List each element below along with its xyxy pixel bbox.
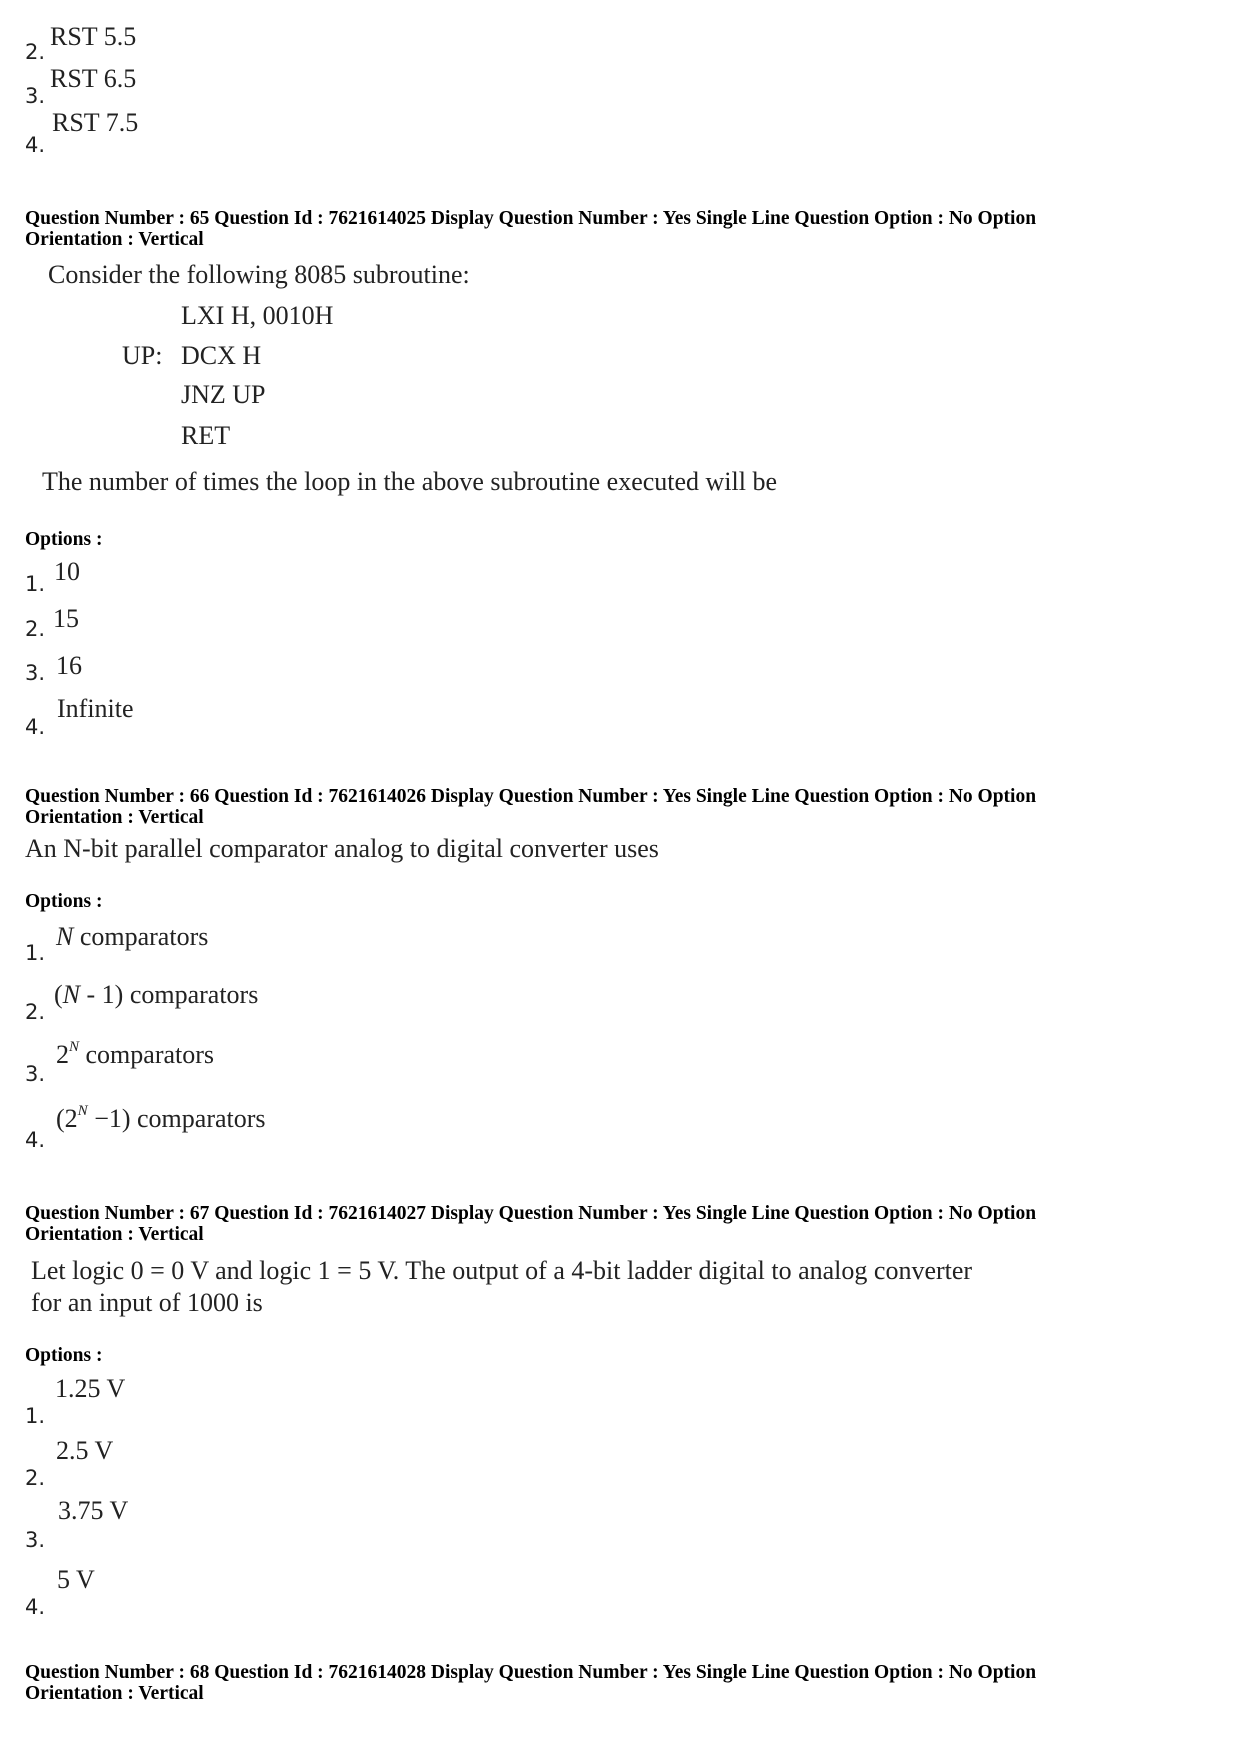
option-text: RST 5.5 xyxy=(50,22,137,51)
question-meta xyxy=(25,208,1215,250)
options-label: Options : xyxy=(25,891,103,912)
option-text: 10 xyxy=(54,557,80,586)
option-number: 4. xyxy=(25,1595,46,1619)
code-instruction: DCX H xyxy=(181,341,262,370)
question-meta-line2: Orientation : Vertical xyxy=(25,1224,204,1245)
option-number: 3. xyxy=(25,1062,46,1086)
question-meta-line1: Question Number : 67 Question Id : 7621614027 Display Question Number : Yes Single Line Question Option : No Option xyxy=(25,1203,1037,1224)
question-text-line2: for an input of 1000 is xyxy=(31,1288,263,1317)
option-text: 15 xyxy=(53,604,79,633)
math-prefix: (2 xyxy=(56,1104,78,1133)
question-meta xyxy=(25,786,1215,828)
option-number: 1. xyxy=(25,1404,46,1428)
option-text xyxy=(54,980,258,1010)
question-meta-line1: Question Number : 66 Question Id : 7621614026 Display Question Number : Yes Single Line Question Option : No Option xyxy=(25,786,1037,807)
math-suffix: −1) comparators xyxy=(87,1104,266,1133)
option-text: 1.25 V xyxy=(55,1374,126,1403)
option-number: 4. xyxy=(25,133,46,157)
math-suffix: comparators xyxy=(79,1040,215,1069)
option-text: 3.75 V xyxy=(58,1496,129,1525)
question-text: An N-bit parallel comparator analog to digital converter uses xyxy=(25,834,659,863)
question-meta xyxy=(25,1203,1215,1245)
question-meta-line2: Orientation : Vertical xyxy=(25,807,204,828)
question-meta-line2: Orientation : Vertical xyxy=(25,229,204,250)
option-number: 4. xyxy=(25,715,46,739)
math-suffix: comparators xyxy=(73,922,209,951)
math-variable: N xyxy=(56,922,74,951)
math-suffix: - 1) comparators xyxy=(80,980,259,1009)
options-label: Options : xyxy=(25,1345,103,1366)
option-text: RST 6.5 xyxy=(50,64,137,93)
question-meta-line2: Orientation : Vertical xyxy=(25,1683,204,1704)
option-number: 4. xyxy=(25,1128,46,1152)
question-meta-line1: Question Number : 65 Question Id : 7621614025 Display Question Number : Yes Single Line Question Option : No Option xyxy=(25,208,1037,229)
code-instruction: JNZ UP xyxy=(181,380,266,409)
math-exponent: N xyxy=(77,1103,88,1120)
option-text xyxy=(56,922,208,952)
option-text xyxy=(56,1104,266,1134)
question-text-line1: Let logic 0 = 0 V and logic 1 = 5 V. The output of a 4-bit ladder digital to analog converter xyxy=(31,1256,973,1285)
option-text: RST 7.5 xyxy=(52,108,139,137)
question-text: The number of times the loop in the above subroutine executed will be xyxy=(42,467,778,496)
options-label: Options : xyxy=(25,529,103,550)
code-label: UP: xyxy=(122,341,163,370)
option-number: 2. xyxy=(25,1000,46,1024)
code-instruction: RET xyxy=(181,421,231,450)
option-number: 3. xyxy=(25,84,46,108)
option-number: 2. xyxy=(25,40,46,64)
math-exponent: N xyxy=(69,1039,80,1056)
code-instruction: LXI H, 0010H xyxy=(181,301,334,330)
option-number: 1. xyxy=(25,572,46,596)
option-number: 2. xyxy=(25,1466,46,1490)
math-prefix: ( xyxy=(54,980,63,1009)
option-number: 3. xyxy=(25,661,46,685)
option-number: 2. xyxy=(25,617,46,641)
math-variable: N xyxy=(62,980,81,1009)
option-text xyxy=(56,1040,214,1070)
option-text: 16 xyxy=(56,651,82,680)
question-intro: Consider the following 8085 subroutine: xyxy=(48,260,470,289)
option-text: Infinite xyxy=(57,694,134,723)
option-text: 2.5 V xyxy=(56,1436,114,1465)
option-text: 5 V xyxy=(57,1565,95,1594)
option-number: 3. xyxy=(25,1528,46,1552)
option-number: 1. xyxy=(25,941,46,965)
question-meta xyxy=(25,1662,1215,1704)
math-prefix: 2 xyxy=(56,1040,69,1069)
question-meta-line1: Question Number : 68 Question Id : 7621614028 Display Question Number : Yes Single Line Question Option : No Option xyxy=(25,1662,1037,1683)
